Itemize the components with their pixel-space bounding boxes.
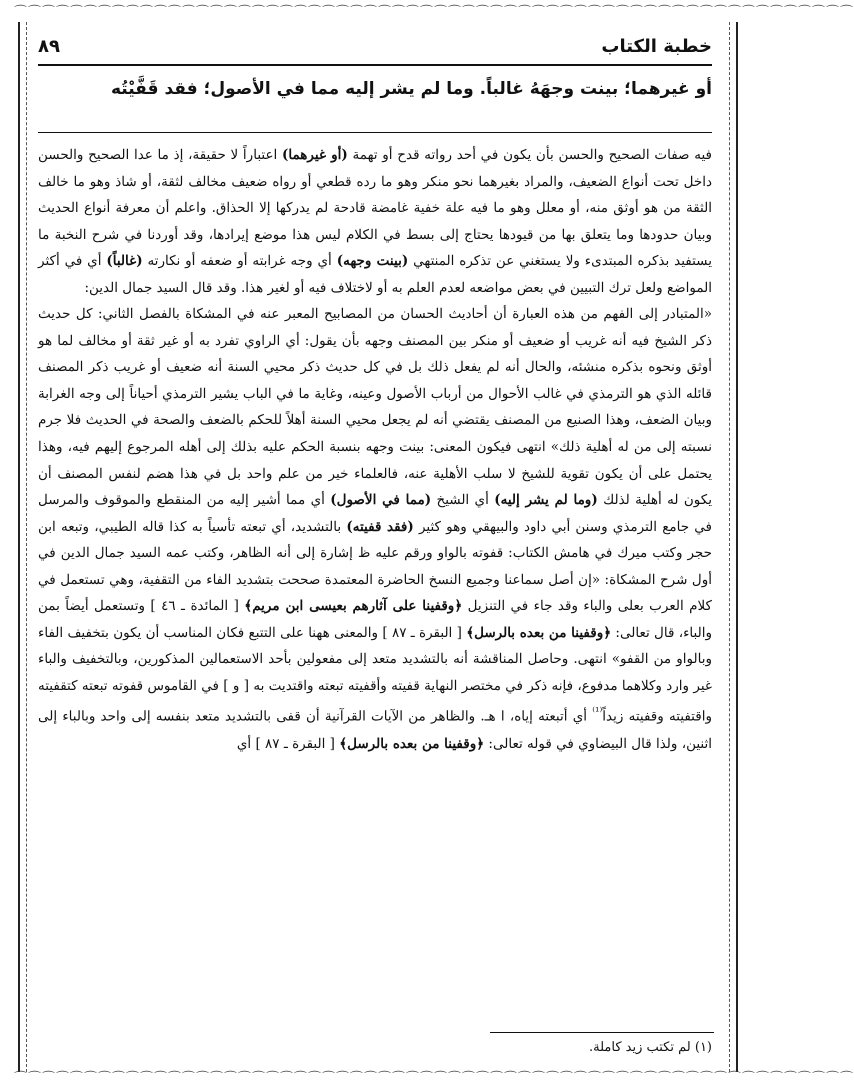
footnote: (١) لم تكتب زيد كاملة. [588, 1040, 712, 1055]
quoted-phrase: (غالباً) [106, 253, 143, 270]
commentary-text: «المتبادر إلى الفهم من هذه العبارة أن أحاديث الحسان من المصابيح المعبر عنه في المشكاة بالفصل الثاني: كل حديث ذكر الشيخ فيه أنه غريب أو ضعيف أو منكر بين المصنف وجهه بأن يقول: أي الراوي تفرد به أو غير ثقة أو مخالف لما هو أوثق ونحوه بذكره منشئه، والحال أنه لم يفعل ذلك بل في كل حديث ذكر محيي السنة أنه ضعيف أو غريب ذكر المصنف قائله الذي هو الترمذي في غالب الأحوال من أرباب الأصول وعينه، وغاية ما في الباب يشير الترمذي أحياناً إلى وجه الغرابة وبيان الضعف، وهذا الصنيع من المصنف يقتضي أنه لم يجعل محيي السنة أهلاً للحكم بالضعف والصحة في الحديث فلا جرم نسبته إلى من له أهلية ذلك» انتهى فيكون المعنى: بينت وجهه بنسبة الحكم عليه بذلك إلى أهله المرجوع إليهم فيه، وهذا يحتمل على أن يكون تقوية للشيخ لا سلب الأهلية عنه، فالعلماء خير من علم واحد بل في هذا هضم لنفس المصنف أن يكون له أهلية لذلك [38, 306, 712, 509]
commentary-text: أي وجه غرابته أو ضعفه أو نكارته [142, 253, 337, 270]
quoted-phrase: (وما لم يشر إليه) [494, 492, 598, 509]
quoted-phrase: ﴿وقفينا من بعده بالرسل﴾ [466, 624, 612, 641]
page-header [38, 34, 712, 66]
commentary-text: [ البقرة ـ ٨٧ ] والمعنى ههنا على التتبع فكان المناسب أن يكون بتخفيف الفاء وبالواو من القفو» انتهى. وحاصل المناقشة أنه بالتشديد متعد إلى مفعولين بأحد الاستعمالين المذكورين، وبالتخفيف والباء غير وارد وكلاهما مدفوع، فإنه ذكر في مختصر النهاية قفيته وأقفيته تبعته واقتديت به [ و ] في القاموس قفوته تبعته كتقفيته واقتفيته وقفيته زيداً [38, 624, 712, 725]
commentary-paragraph [38, 142, 712, 301]
commentary-paragraph [38, 301, 712, 757]
footnote-ref: ⁽¹⁾ [592, 705, 603, 719]
footnote-separator [490, 1032, 714, 1033]
top-ornament: ⌒⌒⌒⌒⌒⌒⌒⌒⌒⌒⌒⌒⌒⌒⌒⌒⌒⌒⌒⌒⌒⌒⌒⌒⌒⌒⌒⌒⌒⌒⌒⌒⌒⌒⌒⌒⌒⌒⌒⌒⌒⌒⌒⌒⌒⌒⌒⌒⌒⌒⌒⌒⌒⌒⌒⌒⌒⌒⌒⌒ [14, 5, 854, 20]
page-number: ٨٩ [38, 36, 60, 57]
commentary-text: بالتشديد، أي تبعته تأسياً به كذا قاله الطيبي، وتبعه ابن حجر وكتب ميرك في هامش الكتاب: قفوته بالواو ورقم عليه ظ إشارة إلى أنه الظاهر، وكتب عمه السيد جمال الدين في أول شرح المشكاة: «إن أصل سماعنا وجميع النسخ الحاضرة المعتمدة صححت بتشديد الفاء من التقفية، وهي تستعمل في كلام العرب بعلى والباء وقد جاء في التنزيل [38, 518, 712, 615]
quoted-phrase: (فقد قفيته) [346, 518, 414, 535]
commentary-text: فيه صفات الصحيح والحسن بأن يكون في أحد رواته قدح أو تهمة [347, 147, 712, 163]
bottom-ornament: ⌒⌒⌒⌒⌒⌒⌒⌒⌒⌒⌒⌒⌒⌒⌒⌒⌒⌒⌒⌒⌒⌒⌒⌒⌒⌒⌒⌒⌒⌒⌒⌒⌒⌒⌒⌒⌒⌒⌒⌒⌒⌒⌒⌒⌒⌒⌒⌒⌒⌒⌒⌒⌒⌒⌒⌒⌒⌒⌒⌒ [14, 1071, 854, 1086]
commentary-text: أي مما أشير إليه من المنقطع والموقوف والمرسل في جامع الترمذي وسنن أبي داود والبيهقي وهو كثير [38, 492, 712, 535]
commentary-text: [ البقرة ـ ٨٧ ] أي [236, 735, 340, 752]
matn-separator [38, 132, 712, 133]
quoted-phrase: (أو غيرهما) [282, 147, 348, 163]
commentary-text: أي الشيخ [431, 492, 495, 509]
commentary-text: اعتباراً لا حقيقة، إذ ما عدا الصحيح والحسن داخل تحت أنواع الضعيف، والمراد بغيرهما نحو منكر وهو ما رده قطعي أو رواه ضعيف مخالف لثقة، أو شاذ وهو ما خالف الثقة من هو أوثق منه، أو معلل وهو ما فيه علة خفية غامضة قادحة لم يدركها إلا الحذاق. واعلم أن معرفة أنواع الحديث وبيان حدودها وما يتعلق بها من قيودها يحتاج إلى بسط في الكلام ليس هذا موضع إيرادها، وقد أوردنا في شرح النخبة ما يستفيد بذكره المبتدىء ولا يستغني عن تذكره المنتهي [38, 147, 712, 270]
quoted-phrase: (بينت وجهه) [336, 253, 409, 270]
commentary-text: [ المائدة ـ ٤٦ ] وتستعمل أيضاً بمن والباء، قال تعالى: [38, 598, 712, 641]
quoted-phrase: ﴿وقفينا من بعده بالرسل﴾ [339, 735, 485, 752]
matn-text: أو غيرهما؛ بينت وجهَهُ غالباً. وما لم يشر إليه مما في الأصول؛ فقد قَفَّيْتُه [110, 79, 712, 99]
commentary-text: أي أتبعته إياه، ا هـ. والظاهر من الآيات القرآنية أن قفى بالتشديد متعد بنفسه إلى واحد وبالباء إلى اثنين، ولذا قال البيضاوي في قوله تعالى: [38, 708, 712, 752]
commentary-body [38, 142, 712, 757]
quoted-phrase: ﴿وقفينا على آثارهم بعيسى ابن مريم﴾ [244, 598, 463, 615]
running-title: خطبة الكتاب [601, 36, 712, 57]
quoted-phrase: (مما في الأصول) [330, 492, 432, 509]
commentary-text: أي في أكثر المواضع ولعل ترك التبيين في بعض مواضعه لعدم العلم به أو لاختلاف فيه أو لغير هذا. وقد قال السيد جمال الدين: [38, 253, 712, 296]
